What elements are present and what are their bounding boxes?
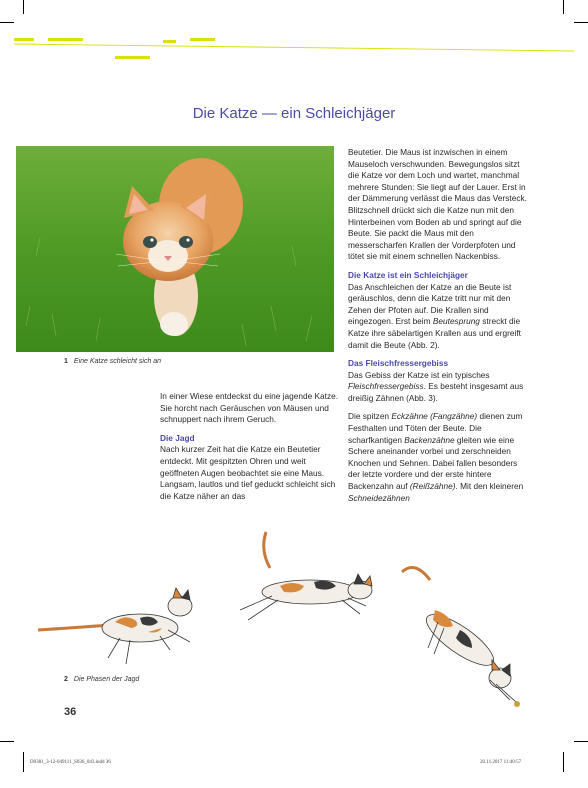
- left-column: [160, 391, 340, 502]
- cat-phase-3: [402, 568, 520, 708]
- file-slug: D0381_3-12-049111_S036_043.indd 36: [30, 760, 111, 765]
- term-backenzaehne: Backenzähne: [404, 434, 455, 445]
- intro-paragraph: In einer Wiese entdeckst du eine jagende Katze. Sie horcht nach Geräuschen von Mäusen und schnuppert nach ihrem Geruch.: [160, 391, 339, 425]
- term-fleischfressergebiss: Fleischfressergebiss: [348, 381, 424, 392]
- header-line: [0, 36, 588, 56]
- figure1-number: 1: [64, 358, 68, 365]
- zahn-text-c: gleiten wie eine Schere aneinander vorbei und zerschneiden Knochen und Sehnen. Dabei fallen besonders der letzte vordere und der erste hintere Backenzahn auf: [348, 434, 518, 492]
- paragraph-beute: Beutetier. Die Maus ist inzwischen in einem Mauseloch verschwunden. Bewegungslos sitzt die Katze vor dem Loch und wartet, manchmal mehrere Stunden: Sie liegt auf der Lauer. Erst in der Dämmerung verlässt die Maus das Versteck. Blitzschnell drückt sich die Katze nun mit den Hinterbeinen vom Boden ab und springt auf die Beute. Sie packt die Maus mit den messerscharfen Krallen der Vorderpfoten und tötet sie mit einem schnellen Nackenbiss.: [348, 147, 527, 262]
- paragraph-schleichjaeger: [348, 282, 528, 352]
- cat-phase-1: [38, 588, 192, 664]
- zahn-text-b: dienen zum Festhalten und Töten der Beute. Die scharfkantigen: [348, 411, 523, 445]
- heading-jagd: Die Jagd: [160, 432, 195, 443]
- heading-gebiss: Das Fleischfressergebiss: [348, 358, 449, 369]
- crop-mark: [0, 741, 14, 742]
- kitten-photo: [16, 146, 334, 352]
- gebiss-text-b: . Es besteht insgesamt aus dreißig Zähnen (Abb. 3).: [348, 381, 524, 403]
- jagd-paragraph: Nach kurzer Zeit hat die Katze ein Beutetier entdeckt. Mit gespitzten Ohren und weit geöffneten Augen beobachtet sie eine Maus. Langsam, lautlos und tief geduckt schleicht sich die Katze näher an das: [160, 444, 336, 501]
- zahn-text-a: Die spitzen: [348, 411, 390, 422]
- paragraph-zaehne: [348, 411, 528, 504]
- figure2-caption-text: Die Phasen der Jagd: [73, 676, 140, 683]
- gebiss-text-a: Das Gebiss der Katze ist ein typisches: [348, 369, 490, 380]
- crop-mark: [563, 752, 564, 772]
- cat-phase-2: [240, 532, 372, 620]
- term-beutesprung: Beutesprung: [432, 316, 480, 327]
- paragraph-gebiss: [348, 370, 528, 405]
- term-schneidezaehne: Schneidezähnen: [348, 492, 410, 503]
- crop-mark: [0, 22, 14, 23]
- page-title: Die Katze — ein Schleichjäger: [192, 105, 396, 122]
- cat-jump-illustration: [30, 530, 560, 720]
- figure2-number: 2: [64, 676, 68, 683]
- page-number: 36: [64, 706, 77, 718]
- crop-mark: [23, 752, 24, 772]
- figure1-caption-text: Eine Katze schleicht sich an: [73, 358, 162, 365]
- crop-mark: [563, 0, 564, 14]
- crop-mark: [574, 22, 588, 23]
- term-reisszaehne: (Reißzähne): [409, 481, 456, 492]
- schleich-text-b: streckt die Katze ihre säbelartigen Krallen aus und ergreift damit die Beute (Abb. 2).: [348, 316, 521, 350]
- schleich-text-a: Das Anschleichen der Katze an die Beute ist geräuschlos, denn die Katze tritt nur mit den Zehen der Pfoten auf. Die Krallen sind eingezogen. Erst beim: [348, 281, 512, 327]
- date-slug: 20.11.2017 11:40:57: [480, 760, 522, 765]
- zahn-text-d: . Mit den kleineren: [455, 481, 524, 492]
- figure1-caption: [64, 358, 161, 365]
- figure2-caption: [64, 676, 139, 683]
- heading-schleichjaeger: Die Katze ist ein Schleichjäger: [348, 269, 468, 280]
- right-column: [348, 147, 528, 504]
- crop-mark: [23, 0, 24, 14]
- term-eckzaehne: Eckzähne (Fangzähne): [391, 411, 478, 422]
- crop-mark: [574, 741, 588, 742]
